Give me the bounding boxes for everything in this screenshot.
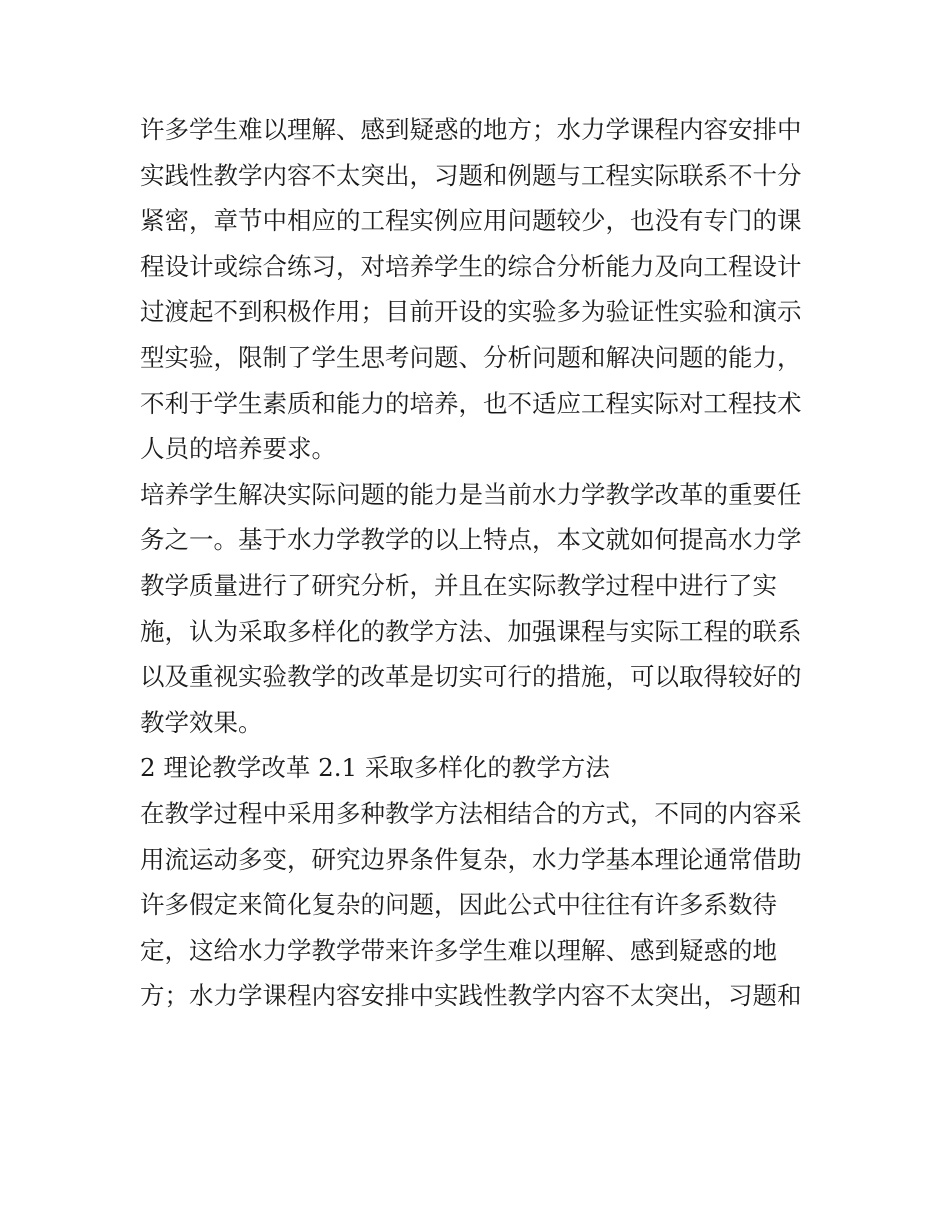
- document-body: [140, 107, 820, 1019]
- text-line: 培养学生解决实际问题的能力是当前水力学教学改革的重要任: [140, 479, 802, 509]
- section-heading: 2 理论教学改革 2.1 采取多样化的教学方法: [140, 753, 610, 783]
- text-line: 教学效果。: [140, 707, 263, 737]
- text-line: 以及重视实验教学的改革是切实可行的措施，可以取得较好的: [140, 662, 802, 692]
- text-line: 教学质量进行了研究分析，并且在实际教学过程中进行了实: [140, 570, 777, 600]
- text-line: 不利于学生素质和能力的培养，也不适应工程实际对工程技术: [140, 388, 802, 418]
- text-line: 务之一。基于水力学教学的以上特点，本文就如何提高水力学: [140, 525, 802, 555]
- text-line: 人员的培养要求。: [140, 434, 336, 464]
- text-line: 方；水力学课程内容安排中实践性教学内容不太突出，习题和: [140, 981, 802, 1011]
- text-line: 许多假定来简化复杂的问题，因此公式中往往有许多系数待: [140, 890, 777, 920]
- text-line: 紧密，章节中相应的工程实例应用问题较少，也没有专门的课: [140, 206, 802, 236]
- text-line: 用流运动多变，研究边界条件复杂，水力学基本理论通常借助: [140, 844, 802, 874]
- text-line: 实践性教学内容不太突出，习题和例题与工程实际联系不十分: [140, 160, 802, 190]
- text-line: 定，这给水力学教学带来许多学生难以理解、感到疑惑的地: [140, 935, 777, 965]
- text-line: 型实验，限制了学生思考问题、分析问题和解决问题的能力，: [140, 342, 802, 372]
- text-line: 许多学生难以理解、感到疑惑的地方；水力学课程内容安排中: [140, 115, 802, 144]
- text-line: 过渡起不到积极作用；目前开设的实验多为验证性实验和演示: [140, 297, 802, 327]
- text-line: 程设计或综合练习，对培养学生的综合分析能力及向工程设计: [140, 251, 802, 281]
- text-line: 在教学过程中采用多种教学方法相结合的方式，不同的内容采: [140, 798, 802, 828]
- text-line: 施，认为采取多样化的教学方法、加强课程与实际工程的联系: [140, 616, 802, 646]
